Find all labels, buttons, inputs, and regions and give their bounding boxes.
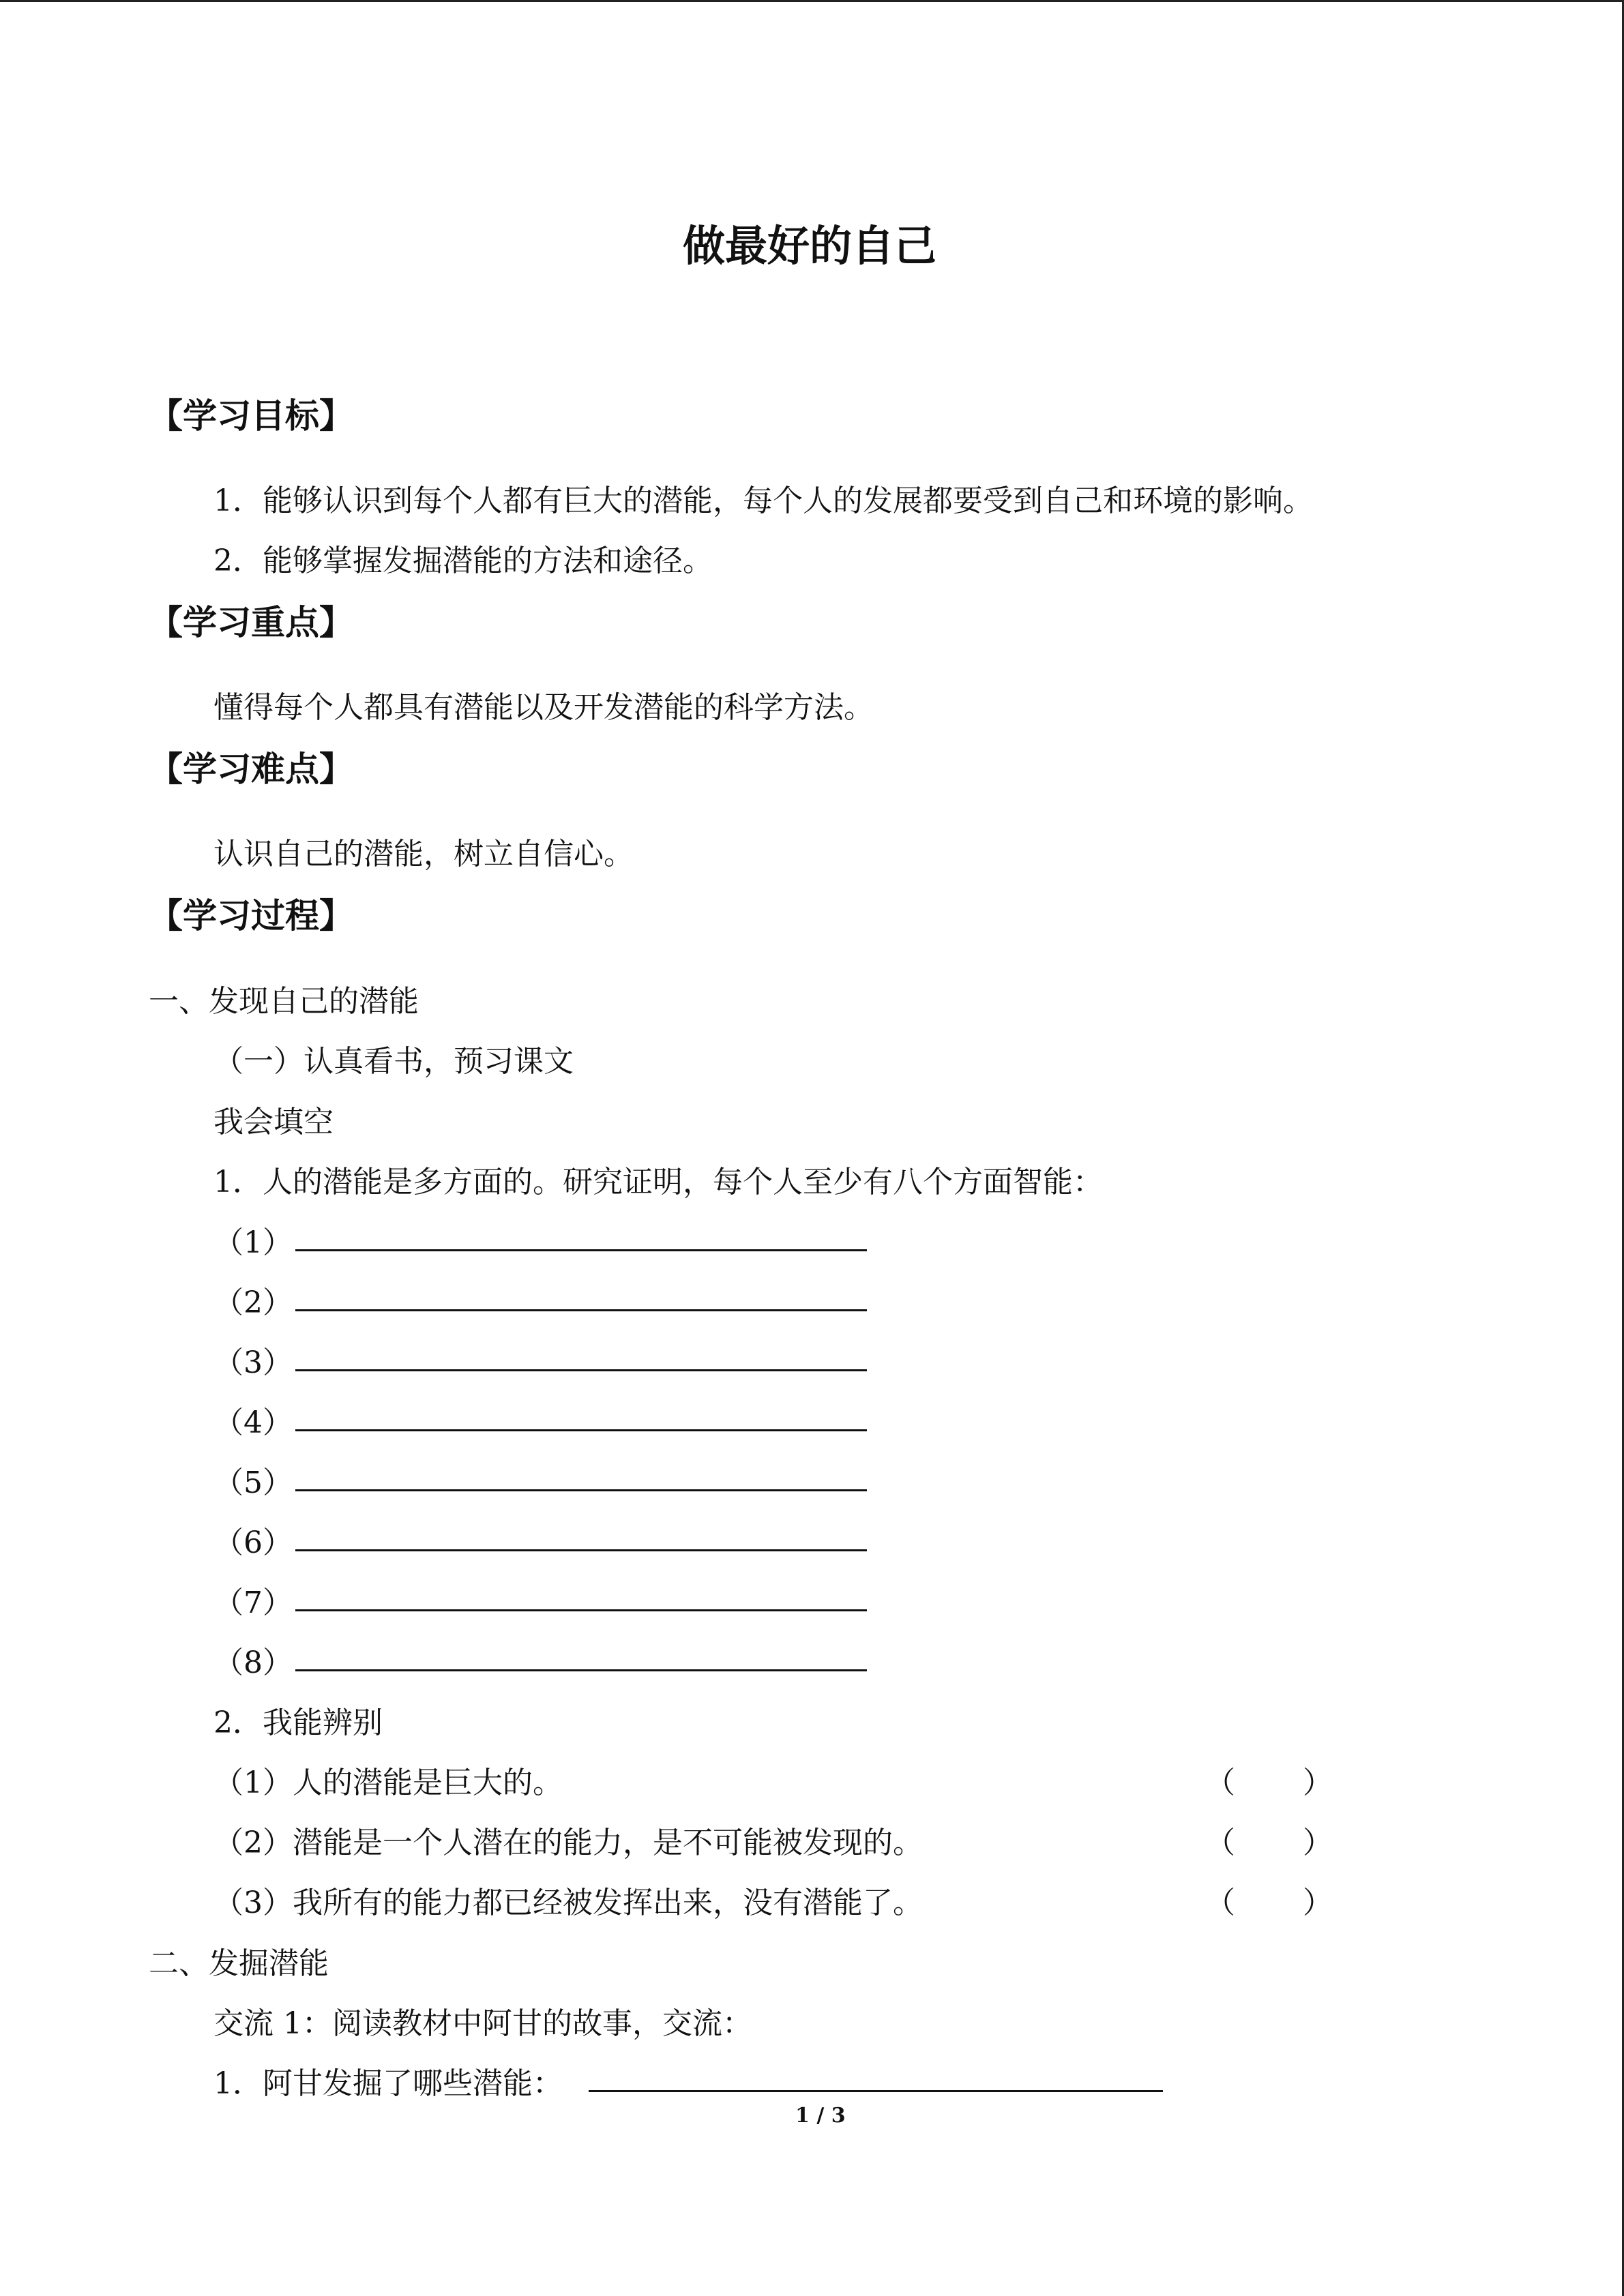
blank-line-3[interactable] — [295, 1369, 867, 1371]
question-2: 2．我能辨别 — [213, 1705, 383, 1740]
judge-close-paren-1: ） — [1303, 1765, 1333, 1800]
blank-label-7: （7） — [213, 1585, 293, 1620]
judge-open-paren-2[interactable]: （ — [1205, 1825, 1235, 1860]
judge-item-2: （2）潜能是一个人潜在的能力，是不可能被发现的。 — [213, 1825, 923, 1860]
blank-label-5: （5） — [213, 1465, 293, 1500]
judge-close-paren-2: ） — [1303, 1825, 1333, 1860]
judge-item-3: （3）我所有的能力都已经被发挥出来，没有潜能了。 — [213, 1885, 923, 1920]
blank-line-6[interactable] — [295, 1549, 867, 1551]
page-top-border — [0, 0, 1624, 2]
heading-key-points: 【学习重点】 — [149, 603, 353, 642]
objective-item-2: 2．能够掌握发掘潜能的方法和途径。 — [213, 543, 713, 578]
blank-label-3: （3） — [213, 1345, 293, 1380]
blank-line-4[interactable] — [295, 1429, 867, 1431]
question-1: 1．人的潜能是多方面的。研究证明，每个人至少有八个方面智能： — [213, 1165, 1103, 1199]
part1-sub1: （一）认真看书，预习课文 — [213, 1044, 574, 1079]
key-points-text: 懂得每个人都具有潜能以及开发潜能的科学方法。 — [213, 690, 874, 725]
blank-line-8[interactable] — [295, 1669, 867, 1671]
heading-objectives: 【学习目标】 — [149, 396, 353, 436]
blank-line-1[interactable] — [295, 1249, 867, 1251]
judge-close-paren-3: ） — [1303, 1885, 1333, 1920]
page-title: 做最好的自己 — [683, 221, 937, 271]
blank-line-5[interactable] — [295, 1489, 867, 1491]
part2-title: 二、发掘潜能 — [149, 1946, 329, 1981]
blank-line-2[interactable] — [295, 1309, 867, 1311]
blank-label-4: （4） — [213, 1405, 293, 1440]
heading-difficulties: 【学习难点】 — [149, 749, 353, 789]
judge-item-1: （1）人的潜能是巨大的。 — [213, 1765, 563, 1800]
difficulties-text: 认识自己的潜能，树立自信心。 — [213, 837, 634, 871]
blank-label-1: （1） — [213, 1225, 293, 1260]
part2-blank-line-1[interactable] — [589, 2090, 1163, 2092]
exchange-1: 交流 1：阅读教材中阿甘的故事，交流： — [213, 2006, 752, 2041]
page-number: 1 / 3 — [795, 2104, 846, 2128]
part1-title: 一、发现自己的潜能 — [149, 984, 419, 1019]
blank-label-2: （2） — [213, 1285, 293, 1320]
blank-line-7[interactable] — [295, 1609, 867, 1611]
fill-title: 我会填空 — [213, 1105, 334, 1139]
part2-question-1: 1．阿甘发掘了哪些潜能： — [213, 2066, 563, 2101]
blank-label-8: （8） — [213, 1645, 293, 1680]
blank-label-6: （6） — [213, 1525, 293, 1560]
objective-item-1: 1．能够认识到每个人都有巨大的潜能，每个人的发展都要受到自己和环境的影响。 — [213, 483, 1313, 518]
judge-open-paren-3[interactable]: （ — [1205, 1885, 1235, 1920]
judge-open-paren-1[interactable]: （ — [1205, 1765, 1235, 1800]
heading-process: 【学习过程】 — [149, 896, 353, 936]
